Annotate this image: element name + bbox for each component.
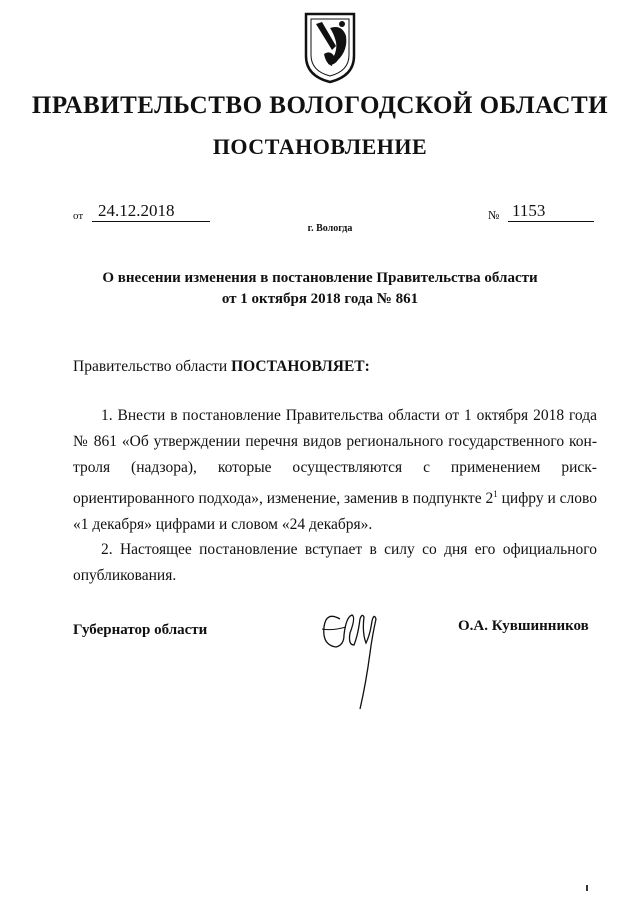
city: г. Вологда <box>307 223 353 234</box>
paragraph-2 <box>73 537 597 589</box>
preamble <box>73 358 370 376</box>
signature-icon <box>310 605 390 717</box>
document-type: ПОСТАНОВЛЕНИЕ <box>212 134 428 159</box>
paragraph-1 <box>73 403 597 538</box>
para1-line-3: троля (надзора), которые осуществляются с применением риск- <box>73 459 597 476</box>
scan-mark-icon <box>586 885 588 891</box>
subject-line-2: от 1 октября 2018 года № 861 <box>221 291 419 307</box>
para1-line-4: ориентированного подхода», изменение, заменив в подпункте $2^1$ цифру и слово <box>73 489 597 508</box>
signatory-name: О.А. Кувшинников <box>458 618 589 634</box>
preamble-text: Правительство области <box>73 358 232 375</box>
para2-line-1: 2. Настоящее постановление вступает в силу со дня его официального <box>101 541 597 558</box>
para1-line-1: 1. Внести в постановление Правительства области от 1 октября 2018 года <box>101 407 597 424</box>
coat-of-arms-icon <box>302 10 358 84</box>
document-date: 24.12.2018 <box>92 201 210 222</box>
document-number: 1153 <box>508 201 594 222</box>
document-subject <box>0 268 640 310</box>
number-label: № <box>488 208 500 222</box>
signatory-position: Губернатор области <box>73 622 208 638</box>
government-title: ПРАВИТЕЛЬСТВО ВОЛОГОДСКОЙ ОБЛАСТИ <box>31 92 609 119</box>
preamble-bold: ПОСТАНОВЛЯЕТ: <box>231 358 370 375</box>
date-label: от <box>73 210 84 222</box>
para2-line-2: опубликования. <box>73 567 177 584</box>
subject-line-1: О внесении изменения в постановление Правительства области <box>102 270 538 286</box>
para1-line-5: «1 декабря» цифрами и словом «24 декабря». <box>73 516 373 534</box>
para1-line-2: № 861 «Об утверждении перечня видов регионального государственного кон- <box>73 433 597 450</box>
